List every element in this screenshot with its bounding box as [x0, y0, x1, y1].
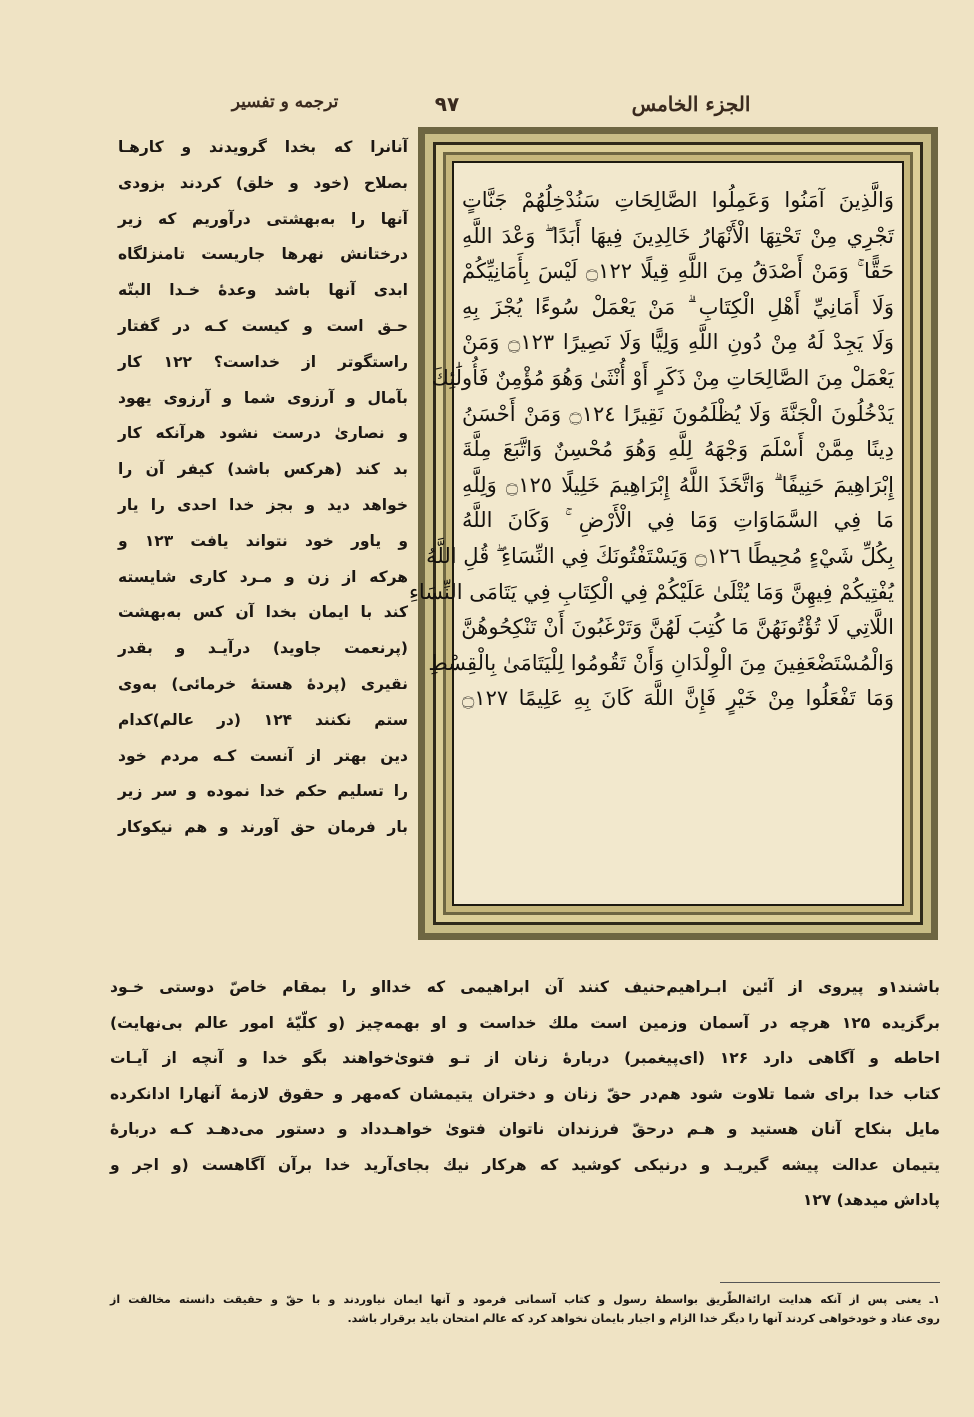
quran-line: وَالْمُسْتَضْعَفِينَ مِنَ الْوِلْدَانِ وَأَنْ تَقُومُوا لِلْيَتَامَىٰ بِالْقِسْطِ [428, 650, 894, 675]
quran-line: تَجْرِي مِنْ تَحْتِهَا الْأَنْهَارُ خَالِدِينَ فِيهَا أَبَدًا ۖ وَعْدَ اللَّهِ [462, 223, 894, 248]
quran-line: وَلَا أَمَانِيِّ أَهْلِ الْكِتَابِ ۗ مَنْ يَعْمَلْ سُوءًا يُجْزَ بِهِ [462, 294, 894, 319]
quran-text [409, 183, 894, 884]
footnote-line: روی عناد و خودخواهی کردند آنها را دیگر خدا الزام و اجبار بایمان نخواهد کرد که عالم امتحان باید برقرار باشد. [347, 1312, 940, 1325]
translation-line: آنانرا که بخدا گرویدند و کارهـا [118, 138, 408, 156]
quran-line: دِينًا مِمَّنْ أَسْلَمَ وَجْهَهُ لِلَّهِ وَهُوَ مُحْسِنٌ وَاتَّبَعَ مِلَّةَ [462, 437, 894, 462]
translation-line: آنها را به‌بهشتی درآوریم که زیر [118, 209, 408, 228]
translation-line: درختانش نهرها جاریست تامنزلگاه [118, 245, 408, 264]
quran-line: بِكُلِّ شَيْءٍ مُحِيطًا ۝١٢٦ وَيَسْتَفْتُونَكَ فِي النِّسَاءِ ۖ قُلِ اللَّهُ [426, 543, 894, 568]
quran-line: مَا فِي السَّمَاوَاتِ وَمَا فِي الْأَرْضِ ۚ وَكَانَ اللَّهُ [462, 508, 894, 533]
translation-line: ستم نکنند ۱۲۴ (در عالم)کدام [118, 710, 408, 729]
translation-line: دین بهتر از آنست کـه مردم خود [118, 746, 408, 765]
translation-line: بار فرمان حق آورند و هم نیکوکار [118, 818, 408, 837]
page-number: ۹۷ [434, 92, 460, 116]
translation-line: بصلاح (خود و خلق) کردند بزودی [118, 173, 408, 192]
translation-side-column [118, 130, 408, 846]
footnote [110, 1290, 940, 1328]
translation-line: بآمال و آرزوی شما و آرزوی یهود [118, 388, 408, 407]
book-title-header: ترجمه و تفسیر [231, 92, 339, 112]
translation-line: و یاور خود نتواند یافت ۱۲۳ و [118, 531, 408, 550]
quran-line: اللَّاتِي لَا تُؤْتُونَهُنَّ مَا كُتِبَ لَهُنَّ وَتَرْغَبُونَ أَنْ تَنْكِحُوهُنَّ [461, 615, 894, 640]
translation-line: (پرنعمت جاوید) درآیـد و بقدر [118, 639, 408, 658]
translation-line: مایل بنکاح آنان هستید و هـم درحقّ فرزندان ناتوان فتویٰ خواهـدداد و دستور می‌دهـد کـه دربارهٔ [110, 1120, 940, 1138]
translation-line: کند با ایمان بخدا آن کس به‌بهشت [118, 603, 408, 622]
footnote-divider [720, 1282, 940, 1283]
translation-line: کتاب خدا برای شما تلاوت شود هم‌در حقّ زنان و دختران یتیمشان که‌مهر و حقوق لازمهٔ آنهارا ادانکرده [110, 1084, 940, 1103]
translation-line: و نصاریٰ درست نشود هرآنکه کار [118, 424, 408, 443]
translation-line: پاداش میدهد) ۱۲۷ [802, 1191, 940, 1209]
translation-line: باشند۱و پیروی از آئین ابـراهیم‌حنیف کنند آن ابراهیمی که خدااو را بمقام خاصّ دوستی خـود [110, 978, 940, 996]
quran-line: يُفْتِيكُمْ فِيهِنَّ وَمَا يُتْلَىٰ عَلَيْكُمْ فِي الْكِتَابِ فِي يَتَامَى النِّسَاءِ [409, 579, 894, 604]
quran-line: حَقًّا ۚ وَمَنْ أَصْدَقُ مِنَ اللَّهِ قِيلًا ۝١٢٢ لَيْسَ بِأَمَانِيِّكُمْ [462, 259, 894, 284]
translation-line: حـق است و کیست کـه در گفتار [118, 316, 408, 335]
translation-line: احاطه و آگاهی دارد ۱۲۶ (ای‌پیغمبر) دربارهٔ زنان از تـو فتویٰ‌خواهند بگو خدا و آنچه از آیـات [110, 1049, 940, 1067]
translation-line: نقیری (پردهٔ هستهٔ خرمائی) به‌وی [118, 674, 408, 693]
quran-line: وَلَا يَجِدْ لَهُ مِنْ دُونِ اللَّهِ وَلِيًّا وَلَا نَصِيرًا ۝١٢٣ وَمَنْ [462, 330, 894, 355]
translation-line: ابدی آنها باشد وعدهٔ خـدا البتّه [118, 281, 408, 300]
translation-line: را تسلیم حکم خدا نموده و سر زیر [118, 782, 408, 801]
translation-line: برگزیده ۱۲۵ هرچه در آسمان وزمین است ملك خداست و او بهمه‌چیز (و کلّیّهٔ امور عالم بی‌نهایت) [110, 1013, 940, 1032]
juz-header: الجزء الخامس [631, 92, 751, 116]
translation-line: بد کند (هرکس باشد) کیفر آن را [118, 460, 408, 479]
quran-line: يَدْخُلُونَ الْجَنَّةَ وَلَا يُظْلَمُونَ نَقِيرًا ۝١٢٤ وَمَنْ أَحْسَنُ [462, 401, 894, 426]
quran-line: إِبْرَاهِيمَ حَنِيفًا ۗ وَاتَّخَذَ اللَّهُ إِبْرَاهِيمَ خَلِيلًا ۝١٢٥ وَلِلَّهِ [462, 472, 894, 497]
translation-line: خواهد دید و بجز خدا احدی را یار [118, 495, 408, 514]
translation-line: یتیمان عدالت پیشه گیریـد و درنیکی کوشید که هرکار نیك بجای‌آرید خدا برآن آگاهست (و اجر و [110, 1155, 940, 1174]
translation-line: هرکه از زن و مـرد کاری شایسته [118, 567, 408, 586]
quran-line: يَعْمَلْ مِنَ الصَّالِحَاتِ مِنْ ذَكَرٍ أَوْ أُنْثَىٰ وَهُوَ مُؤْمِنٌ فَأُولَٰئِكَ [431, 365, 894, 390]
quran-line: وَمَا تَفْعَلُوا مِنْ خَيْرٍ فَإِنَّ اللَّهَ كَانَ بِهِ عَلِيمًا ۝١٢٧ [462, 686, 894, 711]
translation-bottom-block [110, 970, 940, 1219]
translation-line: راستگوتر از خداست؟ ۱۲۲ کار [118, 352, 408, 371]
quran-text-frame [409, 127, 938, 940]
footnote-line: ۱ـ یعنی پس از آنکه هدایت ارائةالطّریق بواسطهٔ رسول و کتاب آسمانی فرمود و آنها ایمان نیاوردند و با حقّ و حقیقت دانسته مخالفت از [110, 1293, 940, 1306]
quran-line: وَالَّذِينَ آمَنُوا وَعَمِلُوا الصَّالِحَاتِ سَنُدْخِلُهُمْ جَنَّاتٍ [462, 188, 894, 212]
